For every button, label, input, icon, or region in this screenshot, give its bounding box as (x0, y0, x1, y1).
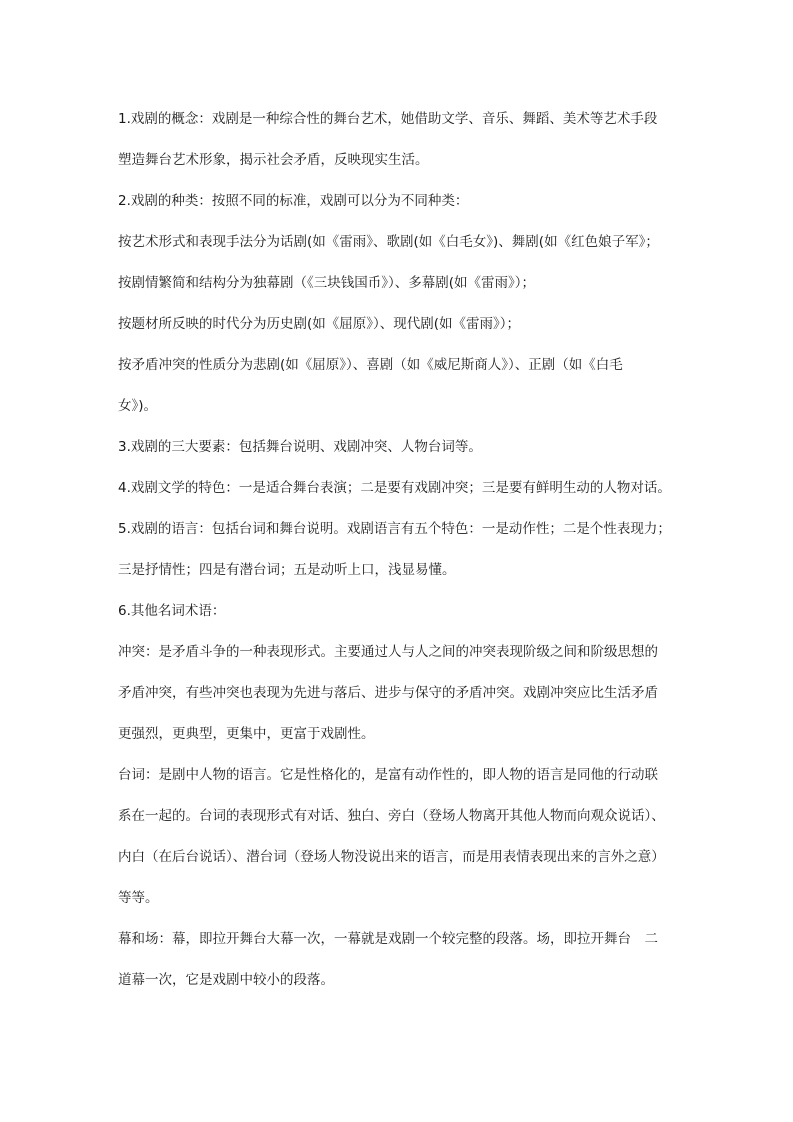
text-line: 等等。 (118, 890, 159, 906)
document-body (118, 104, 678, 1006)
text-line: 冲突：是矛盾斗争的一种表现形式。主要通过人与人之间的冲突表现阶级之间和阶级思想的 (118, 644, 658, 660)
text-line: 三是抒情性；四是有潜台词；五是动听上口，浅显易懂。 (118, 562, 456, 578)
text-line: 按题材所反映的时代分为历史剧(如《屈原》）、现代剧(如《雷雨》）； (118, 316, 521, 332)
text-line: 2.戏剧的种类：按照不同的标准，戏剧可以分为不同种类： (118, 193, 469, 209)
text-line: 3.戏剧的三大要素：包括舞台说明、戏剧冲突、人物台词等。 (118, 439, 482, 455)
text-line: 矛盾冲突，有些冲突也表现为先进与落后、进步与保守的矛盾冲突。戏剧冲突应比生活矛盾 (118, 685, 658, 701)
text-line: 内白（在后台说话）、潜台词（登场人物没说出来的语言，而是用表情表现出来的言外之意） (118, 849, 665, 865)
text-line: 6.其他名词术语： (118, 603, 226, 619)
text-line: 台词：是剧中人物的语言。它是性格化的，是富有动作性的，即人物的语言是同他的行动联 (118, 767, 658, 783)
text-line: 4.戏剧文学的特色：一是适合舞台表演；二是要有戏剧冲突；三是要有鲜明生动的人物对话。 (118, 480, 671, 496)
text-line: 5.戏剧的语言：包括台词和舞台说明。戏剧语言有五个特色：一是动作性；二是个性表现力； (118, 521, 671, 537)
text-line: 幕和场：幕，即拉开舞台大幕一次，一幕就是戏剧一个较完整的段落。场，即拉开舞台 二 (118, 931, 658, 947)
text-line: 系在一起的。台词的表现形式有对话、独白、旁白（登场人物离开其他人物而向观众说话）、 (118, 808, 665, 824)
text-line: 按艺术形式和表现手法分为话剧(如《雷雨》、歌剧(如《白毛女》)、舞剧(如《红色娘子军》； (118, 234, 659, 250)
text-line: 按矛盾冲突的性质分为悲剧(如《屈原》）、喜剧（如《威尼斯商人》）、正剧（如《白毛 (118, 357, 623, 373)
text-line: 塑造舞台艺术形象，揭示社会矛盾，反映现实生活。 (118, 152, 429, 168)
text-line: 更强烈，更典型，更集中，更富于戏剧性。 (118, 726, 375, 742)
text-line: 道幕一次，它是戏剧中较小的段落。 (118, 972, 334, 988)
text-line: 1.戏剧的概念：戏剧是一种综合性的舞台艺术，她借助文学、音乐、舞蹈、美术等艺术手段 (118, 111, 658, 127)
text-line: 按剧情繁简和结构分为独幕剧（《三块钱国币》）、多幕剧(如《雷雨》）； (118, 275, 536, 291)
text-line: 女》)。 (118, 398, 158, 414)
